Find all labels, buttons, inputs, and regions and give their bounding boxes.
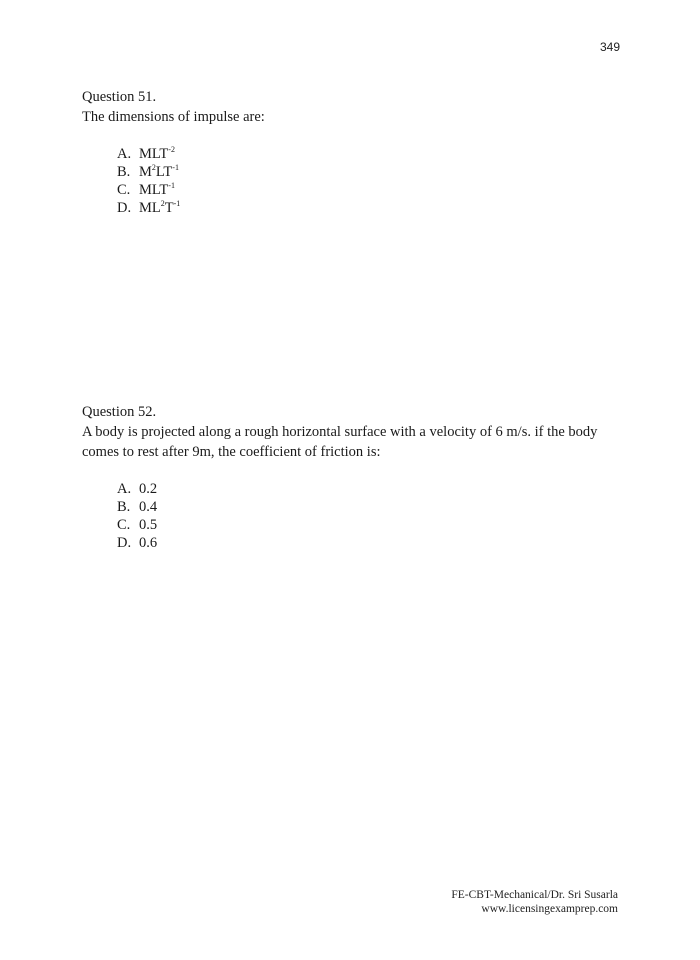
question-text: The dimensions of impulse are: — [82, 109, 265, 125]
footer-author: FE-CBT-Mechanical/Dr. Sri Susarla — [451, 889, 618, 901]
option-value: 0.5 — [139, 517, 158, 533]
footer-website: www.licensingexamprep.com — [481, 903, 618, 915]
option-value: $MLT^{-1}$ — [139, 181, 175, 198]
answer-options — [82, 145, 622, 217]
option-letter: C. — [117, 517, 131, 533]
question-52 — [82, 402, 622, 552]
answer-option — [117, 516, 622, 534]
option-value: $M^2LT^{-1}$ — [139, 163, 179, 180]
option-letter: D. — [117, 200, 132, 216]
option-value: $MLT^{-2}$ — [139, 145, 175, 162]
answer-option — [117, 145, 622, 163]
question-title: Question 51. — [82, 89, 157, 105]
page-number: 349 — [600, 40, 621, 54]
answer-option — [117, 480, 622, 498]
option-value: 0.2 — [139, 481, 158, 497]
option-letter: B. — [117, 164, 131, 180]
option-letter: D. — [117, 535, 132, 551]
question-51 — [82, 87, 622, 217]
answer-option — [117, 199, 622, 217]
answer-option — [117, 498, 622, 516]
option-value: $ML^2T^{-1}$ — [139, 199, 181, 216]
answer-option — [117, 534, 622, 552]
option-letter: B. — [117, 499, 131, 515]
option-value: 0.4 — [139, 499, 158, 515]
answer-option — [117, 163, 622, 181]
answer-option — [117, 181, 622, 199]
option-value: 0.6 — [139, 535, 158, 551]
footer — [451, 888, 618, 916]
option-letter: A. — [117, 481, 132, 497]
option-letter: A. — [117, 146, 132, 162]
option-letter: C. — [117, 182, 131, 198]
question-title: Question 52. — [82, 404, 157, 420]
question-text: A body is projected along a rough horizontal surface with a velocity of 6 m/s. if the body comes to rest after 9m, the coefficient of friction is: — [82, 424, 598, 460]
answer-options — [82, 480, 622, 552]
